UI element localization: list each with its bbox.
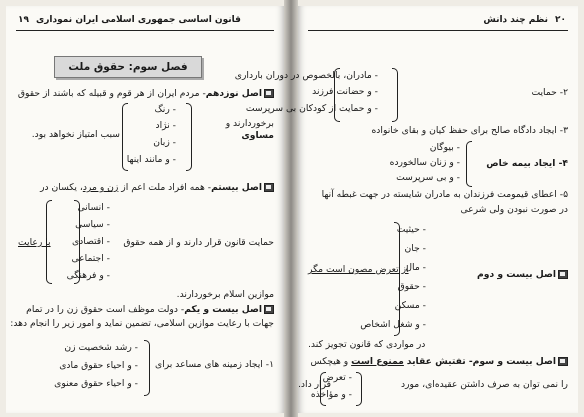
- book-gutter: [284, 0, 298, 417]
- chapter-title: فصل سوم: حقوق ملت: [68, 61, 188, 73]
- art20-item: - انسانی: [77, 202, 110, 213]
- art21-text1: - دولت موظف است حقوق زن را در تمام: [26, 304, 185, 315]
- art21-subitem: - و احیاء حقوق معنوی: [54, 378, 138, 389]
- art23-text-a: - تفتیش عقاید: [406, 356, 473, 367]
- art21-item1: ۱- ایجاد زمینه های مساعد برای: [154, 359, 274, 370]
- item-4-label: ۴- ایجاد بیمه خاص: [486, 158, 568, 169]
- article-icon: [558, 357, 568, 366]
- art21-subitem: - رشد شخصیت زن: [64, 342, 138, 353]
- hemayat-item: - و حمایت از کودکان بی سرپرست: [245, 103, 378, 114]
- article-icon: [264, 183, 274, 192]
- article-icon: [264, 89, 274, 98]
- art22-item: - حیثیت: [396, 224, 426, 235]
- item-4-option: - بیوگان: [429, 142, 460, 153]
- art20-item: - سیاسی: [75, 219, 110, 230]
- art19-result: سبب امتیاز نخواهد بود.: [31, 129, 120, 140]
- page-number: ۱۹: [18, 15, 29, 25]
- art21-subitem: - و احیاء حقوق مادی: [59, 360, 138, 371]
- art22-item: - جان: [404, 243, 426, 254]
- article-icon: [264, 305, 274, 314]
- running-title: نظم چند دانش: [483, 15, 548, 25]
- art22-item: - مسکن: [394, 300, 426, 311]
- art21-text2: جهات با رعایت موازین اسلامی، تضمین نماید و امور زیر را انجام دهد:: [10, 318, 274, 329]
- article-icon: [558, 270, 568, 279]
- art22-item: - مال: [405, 262, 426, 273]
- art20-item: - اجتماعی: [71, 253, 110, 264]
- item-4-brace: [466, 141, 472, 187]
- item-5-line2: در صورت نبودن ولی شرعی: [460, 204, 568, 215]
- art19-text: - مردم ایران از هر قوم و قبیله که باشند از حقوق: [17, 88, 206, 99]
- item-3: ۳- ایجاد دادگاه صالح برای حفظ کیان و بقای خانواده: [371, 125, 568, 136]
- art19-label: اصل نوزدهم: [205, 88, 262, 99]
- item-4-option: - و زنان سالخورده: [389, 157, 460, 168]
- art22-side: از تعرض مصون است مگر: [308, 264, 409, 275]
- art20-line: [40, 182, 274, 194]
- art19-mosavi: مساوی: [241, 130, 274, 141]
- art23-line: [311, 356, 569, 368]
- item-5-line1: ۵- اعطای قیمومت فرزندان به مادران شایسته در جهت غبطه آنها: [321, 189, 568, 200]
- item-4-option: - و بی سرپرست: [396, 172, 460, 183]
- art22-item: - حقوق: [397, 281, 426, 292]
- art22-line: [477, 269, 568, 281]
- hemayat-brace-left: [334, 68, 340, 122]
- art19-item: - زبان: [153, 137, 176, 148]
- art19-brace-right: [186, 103, 192, 171]
- art23-item: - تعرض: [322, 372, 352, 383]
- art23-text-b: و هیچکس: [310, 356, 349, 367]
- art20-end: موازین اسلام برخوردارند.: [176, 289, 274, 300]
- left-page: [6, 6, 284, 413]
- art19-barkhordar: برخوردارند و: [225, 118, 274, 129]
- art20-text-b: ، یکسان در: [40, 182, 83, 193]
- art21-brace: [144, 340, 150, 396]
- chapter-title-box: [54, 56, 202, 78]
- hemayat-item: - مادران، بالخصوص در دوران بارداری: [234, 70, 378, 81]
- art20-label: اصل بیستم: [211, 182, 262, 193]
- hemayat-label: ۲- حمایت: [531, 87, 568, 98]
- art23-text-underlined: ممنوع است: [351, 356, 404, 367]
- art22-item: - و شغل اشخاص: [360, 319, 426, 330]
- art20-middle: حمایت قانون قرار دارند و از همه حقوق: [123, 237, 274, 248]
- page-header: [16, 14, 274, 31]
- art20-bareayat: با رعایت: [18, 237, 51, 248]
- art20-text-underlined: زن و مرد: [82, 182, 119, 193]
- art23-end: قرار داد.: [298, 379, 332, 390]
- art20-item: - و فرهنگی: [66, 270, 110, 281]
- art19-item: - رنگ: [154, 104, 176, 115]
- art21-line: [26, 304, 274, 316]
- art23-brace: [356, 372, 362, 406]
- art19-line: [18, 88, 274, 100]
- running-title: قانون اساسی جمهوری اسلامی ایران نموداری: [36, 15, 241, 25]
- hemayat-brace: [392, 68, 398, 122]
- hemayat-item: - و حضانت فرزند: [312, 86, 378, 97]
- art20-text-a: - همه افراد ملت اعم از: [121, 182, 212, 193]
- art20-item: - اقتصادی: [71, 236, 110, 247]
- page-number: ۲۰: [555, 15, 566, 25]
- art19-item: - و مانند اینها: [126, 154, 176, 165]
- art21-label: اصل بیست و یکم: [184, 304, 262, 315]
- page-header: [308, 14, 568, 31]
- art23-line2: را نمی توان به صرف داشتن عقیده‌ای، مورد: [401, 379, 568, 390]
- art19-item: - نژاد: [155, 120, 176, 131]
- art23-item: - و مؤاخذه: [310, 389, 352, 400]
- art22-end: در مواردی که قانون تجویز کند.: [308, 339, 426, 350]
- art23-label: اصل بیست و سوم: [472, 356, 556, 367]
- art22-label: اصل بیست و دوم: [477, 269, 556, 280]
